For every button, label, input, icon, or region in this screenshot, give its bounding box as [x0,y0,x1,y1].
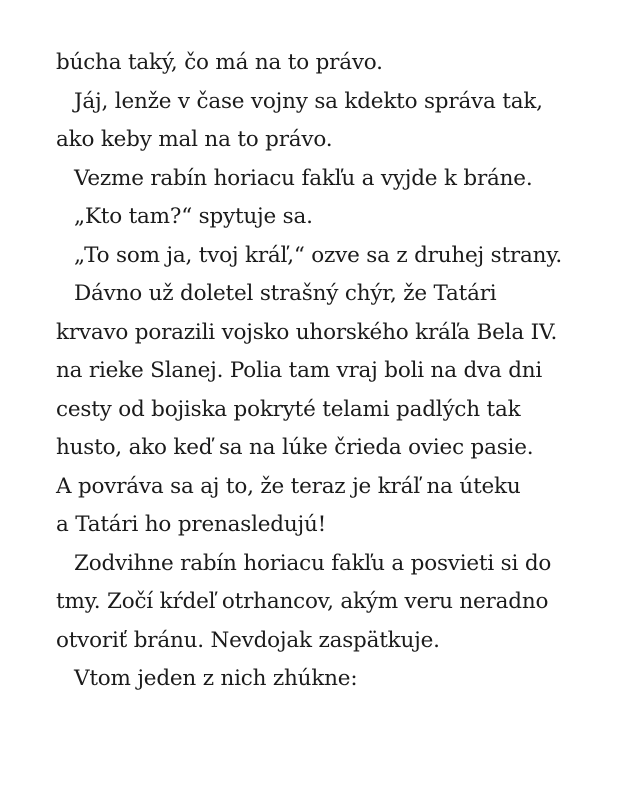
page-text [56,44,596,699]
text-line: tmy. Zočí kŕdeľ otrhancov, akým veru neradno [56,589,549,614]
text-line: Vezme rabín horiacu fakľu a vyjde k bráne. [74,165,533,191]
text-line: Zodvihne rabín horiacu fakľu a posvieti si do [74,550,552,576]
text-line: „To som ja, tvoj kráľ,“ ozve sa z druhej strany. [74,242,562,268]
text-line: otvoriť bránu. Nevdojak zaspätkuje. [56,627,440,653]
text-line: Dávno už doletel strašný chýr, že Tatári [74,281,497,306]
text-line: ako keby mal na to právo. [56,127,333,152]
text-line: „Kto tam?“ spytuje sa. [74,204,313,229]
text-line: A povráva sa aj to, že teraz je kráľ na úteku [56,473,521,499]
text-line: husto, ako keď sa na lúke črieda oviec pasie. [56,435,534,460]
text-line: Vtom jeden z nich zhúkne: [74,666,358,691]
text-line: búcha taký, čo má na to právo. [56,50,383,75]
text-line: Jáj, lenže v čase vojny sa kdekto správa tak, [74,88,543,114]
text-line: a Tatári ho prenasledujú! [56,512,327,537]
text-line: krvavo porazili vojsko uhorského kráľa Bela IV. [56,319,558,345]
text-line: cesty od bojiska pokryté telami padlých tak [56,396,521,422]
text-line: na rieke Slanej. Polia tam vraj boli na dva dni [56,358,543,383]
